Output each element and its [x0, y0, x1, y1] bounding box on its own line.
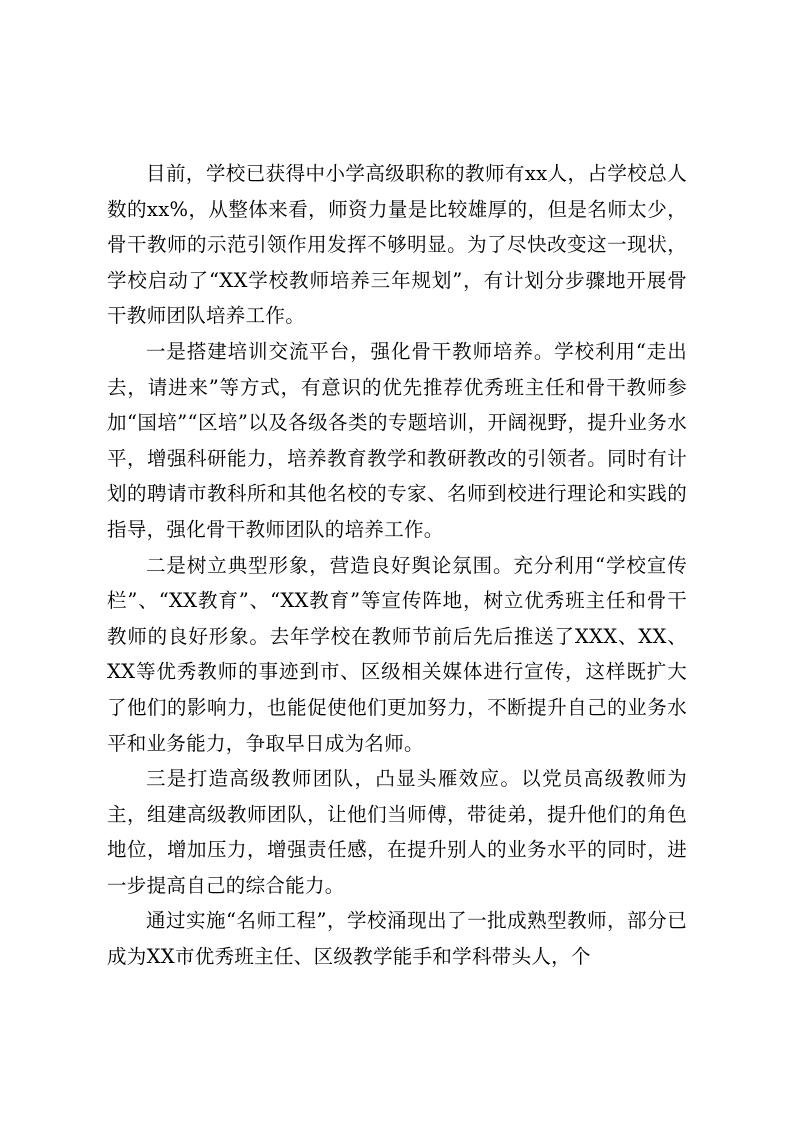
paragraph-role-models: 二是树立典型形象，营造良好舆论氛围。充分利用“学校宣传栏”、“XX教育”、“XX教育”等宣传阵地，树立优秀班主任和骨干教师的良好形象。去年学校在教师节前后先后推送了XXX、XX、XX等优秀教师的事迹到市、区级相关媒体进行宣传，这样既扩大了他们的影响力，也能促使他们更加努力，不断提升自己的业务水平和业务能力，争取早日成为名师。: [107, 553, 687, 755]
paragraph-senior-team: 三是打造高级教师团队，凸显头雁效应。以党员高级教师为主，组建高级教师团队，让他们当师傅，带徒弟，提升他们的角色地位，增加压力，增强责任感，在提升别人的业务水平的同时，进一步提高自己的综合能力。: [107, 767, 687, 897]
paragraph-results: 通过实施“名师工程”，学校涌现出了一批成熟型教师，部分已成为XX市优秀班主任、区级教学能手和学科带头人，个: [107, 909, 687, 969]
paragraph-current-situation: 目前，学校已获得中小学高级职称的教师有xx人，占学校总人数的xx%，从整体来看，师资力量是比较雄厚的，但是名师太少，骨干教师的示范引领作用发挥不够明显。为了尽快改变这一现状，学校启动了“XX学校教师培养三年规划”，有计划分步骤地开展骨干教师团队培养工作。: [107, 162, 687, 328]
document-body: [107, 156, 687, 975]
paragraph-training-platform: 一是搭建培训交流平台，强化骨干教师培养。学校利用“走出去，请进来”等方式，有意识的优先推荐优秀班主任和骨干教师参加“国培”“区培”以及各级各类的专题培训，开阔视野，提升业务水平，增强科研能力，培养教育教学和教研教改的引领者。同时有计划的聘请市教科所和其他名校的专家、名师到校进行理论和实践的指导，强化骨干教师团队的培养工作。: [107, 339, 687, 541]
